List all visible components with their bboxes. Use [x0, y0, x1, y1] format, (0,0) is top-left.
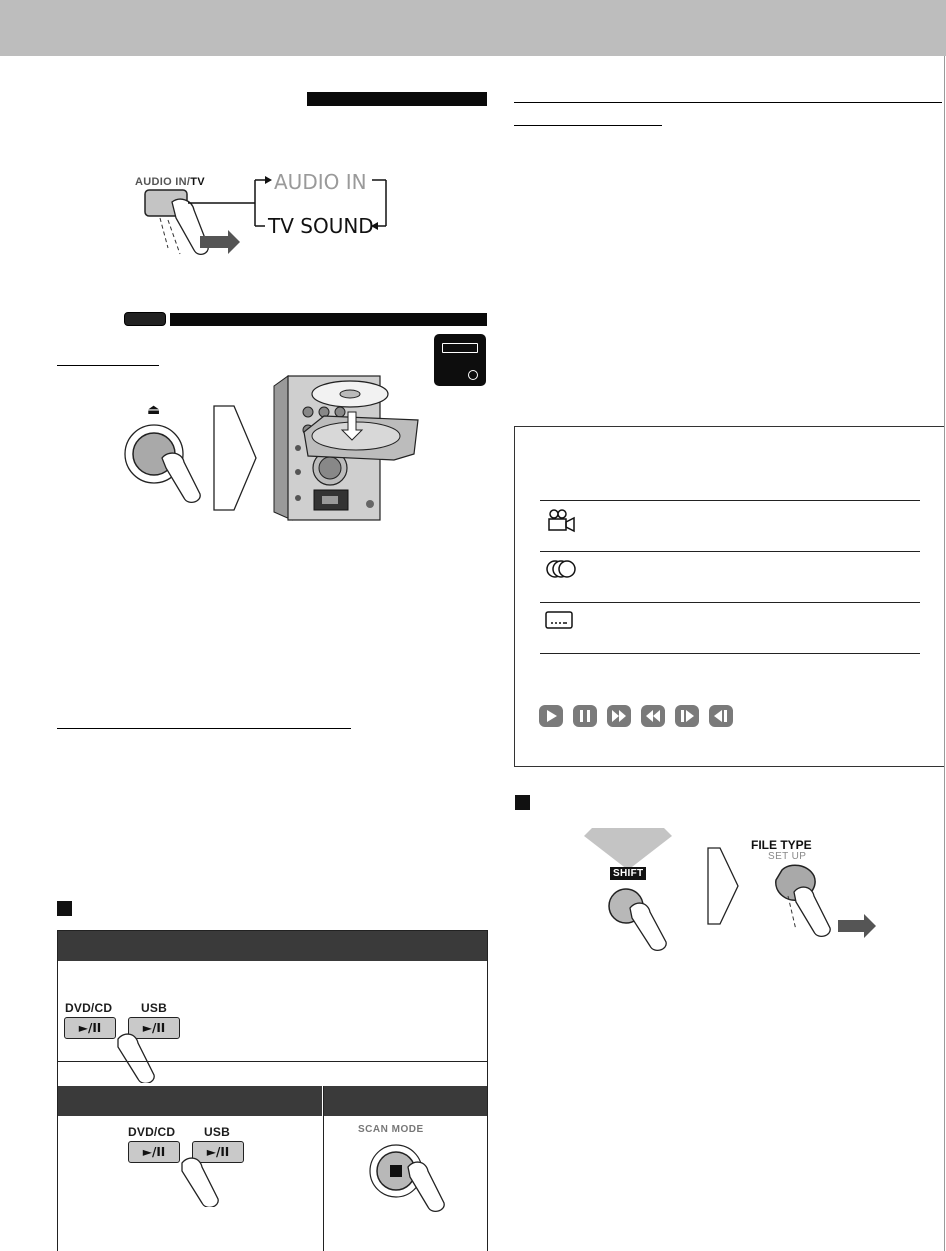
icon-table-rule	[540, 500, 920, 501]
icon-table-rule	[540, 602, 920, 603]
shift-arrow-down	[582, 826, 674, 872]
table-column-divider	[323, 1086, 324, 1251]
set-up-label: SET UP	[768, 851, 807, 862]
finger-shape	[174, 1155, 234, 1207]
scan-mode-label: SCAN MODE	[358, 1124, 424, 1135]
shift-button-graphic	[600, 884, 680, 954]
subtitle-icon	[543, 609, 577, 631]
eject-button-illustration	[118, 402, 218, 512]
page-edge-line	[944, 56, 945, 1251]
eject-symbol: ⏏	[147, 402, 161, 418]
audio-in-tv-button-label: AUDIO IN/TV	[135, 176, 205, 188]
dvd-cd-label: DVD/CD	[128, 1125, 176, 1139]
page-header-band	[0, 0, 946, 56]
press-arrow	[838, 914, 876, 938]
playback-status-icons	[537, 703, 737, 729]
section-heading-bar	[307, 92, 487, 106]
dvd-cd-play-pause-button[interactable]: ►/II	[128, 1141, 180, 1163]
usb-play-pause-button[interactable]: ►/II	[192, 1141, 244, 1163]
file-type-button-graphic	[764, 862, 880, 946]
slow-forward-icon	[675, 705, 699, 727]
file-type-label: FILE TYPE	[751, 838, 812, 852]
subheading-underline	[57, 365, 159, 366]
fast-reverse-icon	[641, 705, 665, 727]
subheading-underline	[514, 102, 942, 103]
play-table-header	[58, 931, 487, 961]
icon-table-rule	[540, 551, 920, 552]
section-heading-bar	[170, 313, 487, 326]
disc-tray-illustration	[268, 372, 428, 522]
scan-mode-stop-graphic	[364, 1137, 464, 1217]
pause-icon	[573, 705, 597, 727]
play-table-subheader-right	[324, 1086, 487, 1116]
device-badge	[434, 334, 486, 386]
subheading-underline	[514, 125, 662, 126]
step-arrow	[706, 846, 740, 926]
step-arrow	[212, 404, 258, 512]
icon-table-rule	[540, 653, 920, 654]
eject-button-graphic	[118, 402, 218, 512]
table-row-divider	[58, 1061, 487, 1062]
on-screen-icons-box	[514, 426, 945, 767]
play-table	[57, 930, 488, 1251]
fast-forward-icon	[607, 705, 631, 727]
dvd-cd-label: DVD/CD	[65, 1001, 113, 1015]
camera-angle-icon	[543, 507, 577, 535]
section-tag-pill	[124, 312, 166, 326]
usb-play-pause-button[interactable]: ►/II	[128, 1017, 180, 1039]
audio-language-icon	[543, 557, 579, 581]
usb-label: USB	[204, 1125, 230, 1139]
slow-reverse-icon	[709, 705, 733, 727]
option-audio-in: AUDIO IN	[274, 170, 367, 194]
step-square-marker	[515, 795, 530, 810]
step-square-marker	[57, 901, 72, 916]
usb-label: USB	[141, 1001, 167, 1015]
play-icon	[539, 705, 563, 727]
subheading-underline	[57, 728, 351, 729]
play-table-subheader-left	[58, 1086, 322, 1116]
dvd-cd-play-pause-button[interactable]: ►/II	[64, 1017, 116, 1039]
shift-label: SHIFT	[610, 867, 646, 880]
option-tv-sound: TV SOUND	[268, 214, 374, 238]
finger-shape	[110, 1031, 170, 1083]
audio-in-tv-illustration	[110, 168, 410, 268]
